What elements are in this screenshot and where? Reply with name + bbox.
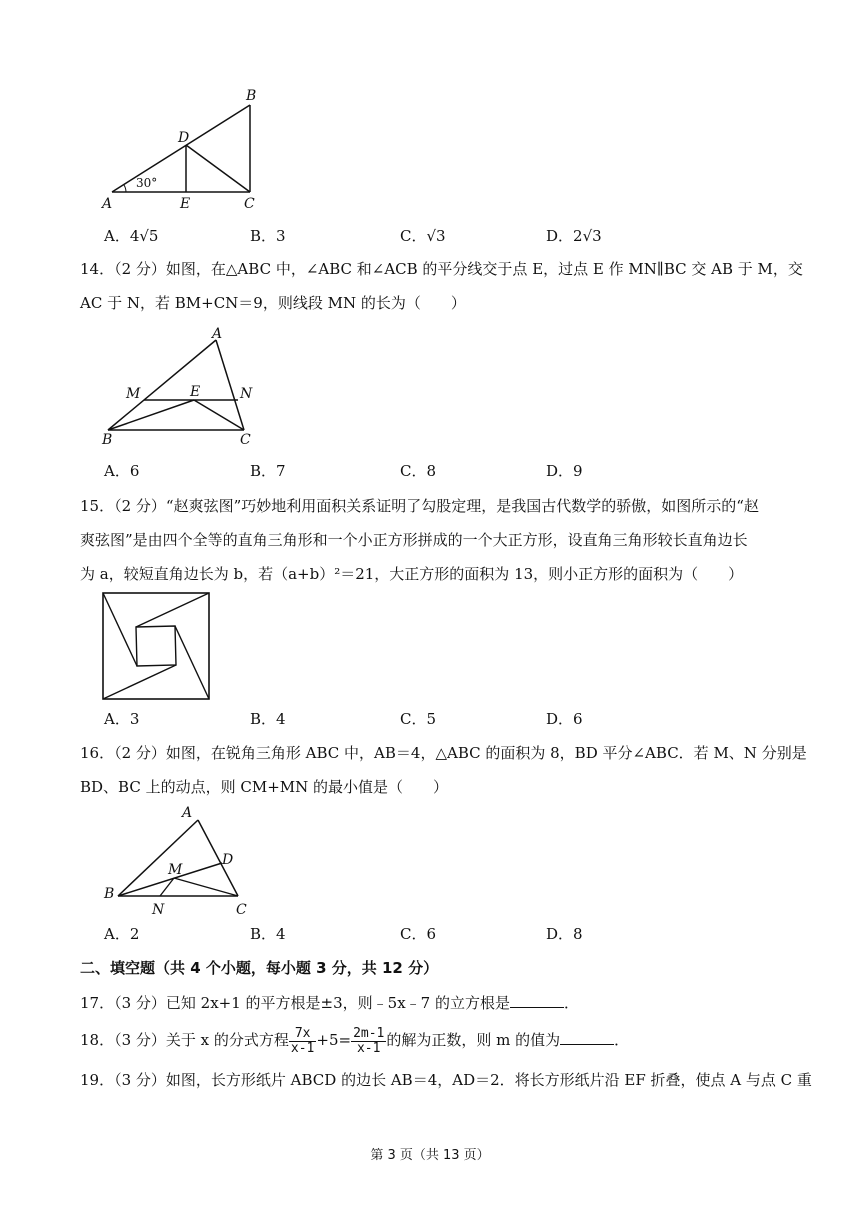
q18-prefix: 18．（3 分）关于 x 的分式方程	[80, 1031, 289, 1049]
q13-label-c: C	[244, 196, 255, 212]
q15-option-a: A．3	[104, 710, 140, 728]
q16-label-b: B	[104, 886, 115, 902]
q15-option-d: D．6	[546, 710, 583, 728]
q16-label-m: M	[168, 862, 183, 878]
q13-label-d: D	[178, 130, 190, 146]
q17-line	[80, 993, 579, 1013]
q17-answer-blank	[510, 995, 564, 1008]
q16-line2: BD、BC 上的动点，则 CM+MN 的最小值是（ ）	[80, 778, 449, 796]
q18-frac1-denominator: x-1	[290, 1040, 315, 1056]
q17-text: 17．（3 分）已知 2x+1 的平方根是±3，则﹣5x﹣7 的立方根是	[80, 994, 510, 1012]
q13-angle-label: 30°	[136, 176, 158, 190]
q15-option-b: B．4	[250, 710, 286, 728]
q18-answer-blank	[560, 1032, 614, 1045]
q14-line1: 14．（2 分）如图，在△ABC 中，∠ABC 和∠ACB 的平分线交于点 E，过点 E 作 MN∥BC 交 AB 于 M，交	[80, 260, 803, 278]
q13-figure	[96, 86, 276, 220]
q13-label-e: E	[180, 196, 191, 212]
q15-option-c: C．5	[400, 710, 437, 728]
q18-suffix: 的解为正数，则 m 的值为	[386, 1031, 561, 1049]
q14-line2: AC 于 N，若 BM+CN＝9，则线段 MN 的长为（ ）	[80, 294, 466, 312]
q18-fraction-1	[289, 1027, 316, 1056]
q14-option-a: A．6	[104, 462, 140, 480]
q16-option-d: D．8	[546, 925, 583, 943]
q15-line1: 15．（2 分）“赵爽弦图”巧妙地利用面积关系证明了勾股定理，是我国古代数学的骄傲，如图所示的“赵	[80, 497, 759, 515]
q15-line3: 为 a，较短直角边长为 b，若（a+b）²＝21，大正方形的面积为 13，则小正方形的面积为（ ）	[80, 565, 744, 583]
q14-label-m: M	[126, 386, 141, 402]
q16-label-n: N	[152, 902, 165, 918]
q18-line	[80, 1024, 629, 1056]
q14-option-c: C．8	[400, 462, 437, 480]
q14-option-d: D．9	[546, 462, 583, 480]
q19-line1: 19．（3 分）如图，长方形纸片 ABCD 的边长 AB＝4，AD＝2．将长方形纸片沿 EF 折叠，使点 A 与点 C 重	[80, 1071, 812, 1089]
q16-label-d: D	[222, 852, 234, 868]
q18-frac2-denominator: x-1	[356, 1040, 381, 1056]
q13-label-a: A	[102, 196, 113, 212]
q14-figure	[96, 322, 276, 456]
q16-label-a: A	[182, 805, 193, 821]
q13-option-a: A．4√5	[104, 227, 159, 245]
q15-zhao-shuang-figure	[102, 592, 212, 706]
q14-option-b: B．7	[250, 462, 286, 480]
q16-option-a: A．2	[104, 925, 140, 943]
q14-label-e: E	[190, 384, 201, 400]
q14-label-n: N	[240, 386, 253, 402]
q14-label-a: A	[212, 326, 223, 342]
q18-fraction-2	[351, 1027, 386, 1056]
q14-label-c: C	[240, 432, 251, 448]
q18-plus: +5=	[316, 1031, 352, 1049]
q13-option-d: D．2√3	[546, 227, 602, 245]
q16-option-b: B．4	[250, 925, 286, 943]
q13-label-b: B	[246, 88, 257, 104]
q13-option-b: B．3	[250, 227, 286, 245]
q16-figure	[98, 800, 258, 924]
q15-line2: 爽弦图”是由四个全等的直角三角形和一个小正方形拼成的一个大正方形，设直角三角形较长直角边长	[80, 531, 748, 549]
q16-option-c: C．6	[400, 925, 437, 943]
q18-end: ．	[614, 1031, 630, 1049]
q18-frac1-numerator: 7x	[289, 1027, 316, 1042]
q13-option-c: C．√3	[400, 227, 446, 245]
q16-line1: 16．（2 分）如图，在锐角三角形 ABC 中，AB＝4，△ABC 的面积为 8，BD 平分∠ABC．若 M、N 分别是	[80, 744, 807, 762]
page-footer: 第 3 页（共 13 页）	[370, 1148, 490, 1163]
q18-frac2-numerator: 2m-1	[353, 1025, 385, 1041]
section-2-heading: 二、填空题（共 4 个小题，每小题 3 分，共 12 分）	[80, 959, 439, 977]
q14-label-b: B	[102, 432, 113, 448]
q17-end: ．	[563, 994, 579, 1012]
q16-label-c: C	[236, 902, 247, 918]
